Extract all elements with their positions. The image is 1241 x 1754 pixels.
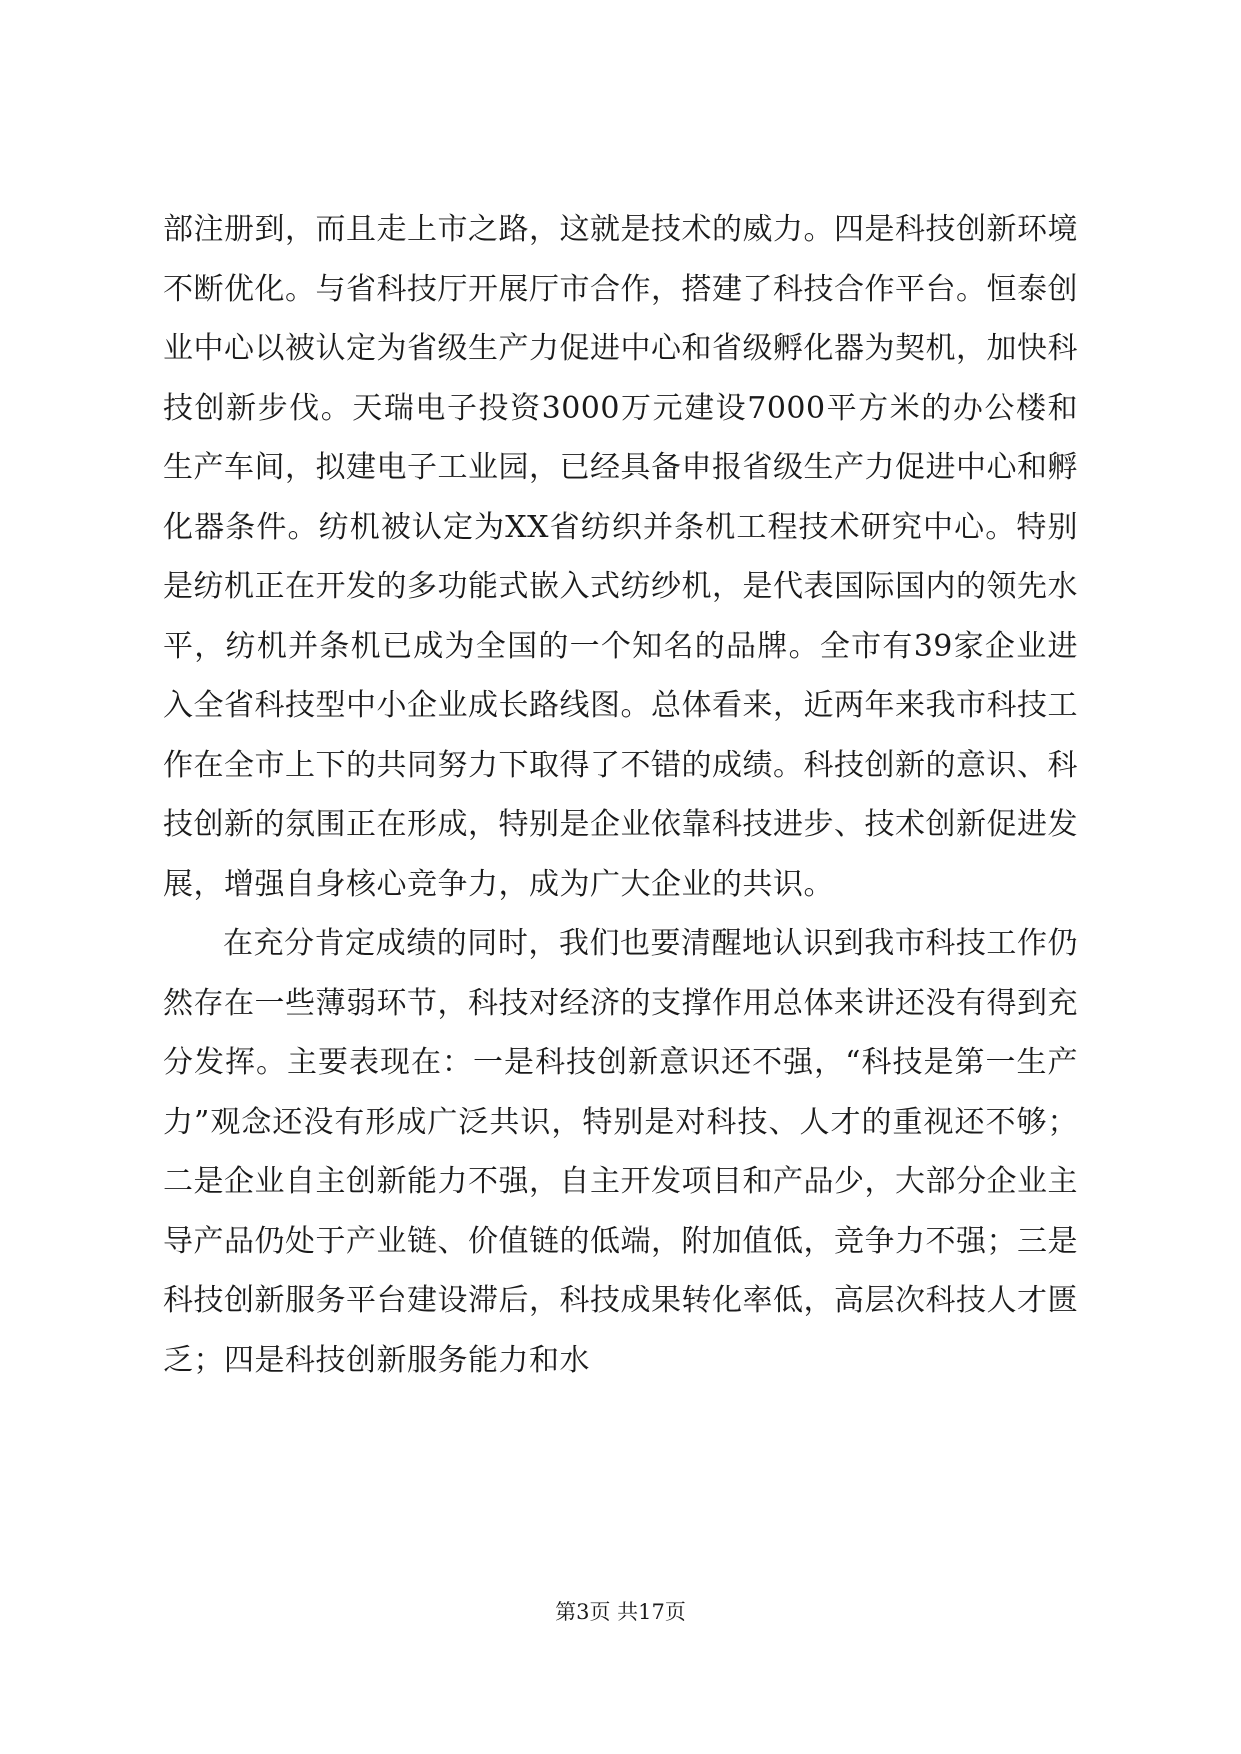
paragraph-continued: 部注册到，而且走上市之路，这就是技术的威力。四是科技创新环境不断优化。与省科技厅开展厅市合作，搭建了科技合作平台。恒泰创业中心以被认定为省级生产力促进中心和省级孵化器为契机，加快科技创新步伐。天瑞电子投资3000万元建设7000平方米的办公楼和生产车间，拟建电子工业园，已经具备申报省级生产力促进中心和孵化器条件。纺机被认定为XX省纺织并条机工程技术研究中心。特别是纺机正在开发的多功能式嵌入式纺纱机，是代表国际国内的领先水平，纺机并条机已成为全国的一个知名的品牌。全市有39家企业进入全省科技型中小企业成长路线图。总体看来，近两年来我市科技工作在全市上下的共同努力下取得了不错的成绩。科技创新的意识、科技创新的氛围正在形成，特别是企业依靠科技进步、技术创新促进发展，增强自身核心竞争力，成为广大企业的共识。 [163,212,1078,902]
document-body [163,200,1078,1390]
paragraph: 在充分肯定成绩的同时，我们也要清醒地认识到我市科技工作仍然存在一些薄弱环节，科技对经济的支撑作用总体来讲还没有得到充分发挥。主要表现在：一是科技创新意识还不强，“科技是第一生产力”观念还没有形成广泛共识，特别是对科技、人才的重视还不够；二是企业自主创新能力不强，自主开发项目和产品少，大部分企业主导产品仍处于产业链、价值链的低端，附加值低，竞争力不强；三是科技创新服务平台建设滞后，科技成果转化率低，高层次科技人才匮乏；四是科技创新服务能力和水 [163,926,1078,1378]
page-number: 第3页 共17页 [555,1600,686,1624]
page-footer [0,1598,1241,1626]
